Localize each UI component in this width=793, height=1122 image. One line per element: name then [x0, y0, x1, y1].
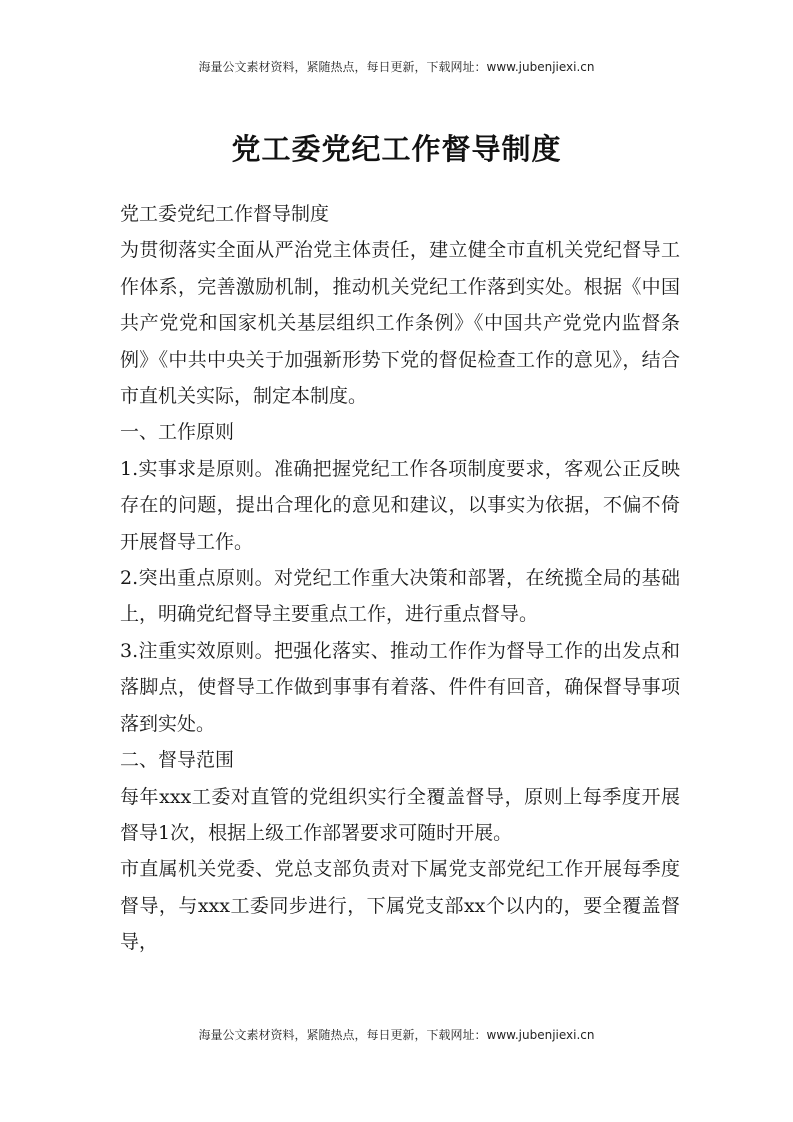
paragraph-subtitle: 党工委党纪工作督导制度	[120, 203, 330, 225]
paragraph-principle-2: 2.突出重点原则。对党纪工作重大决策和部署，在统揽全局的基础上，明确党纪督导主要重点工作，进行重点督导。	[120, 567, 680, 626]
paragraph-principle-3: 3.注重实效原则。把强化落实、推动工作作为督导工作的出发点和落脚点，使督导工作做到事事有着落、件件有回音，确保督导事项落到实处。	[120, 639, 680, 735]
paragraph-principle-1: 1.实事求是原则。准确把握党纪工作各项制度要求，客观公正反映存在的问题，提出合理化的意见和建议，以事实为依据，不偏不倚开展督导工作。	[120, 457, 680, 553]
document-body	[120, 196, 680, 961]
paragraph-scope-2: 市直属机关党委、党总支部负责对下属党支部党纪工作开展每季度督导，与xxx工委同步进行，下属党支部xx个以内的，要全覆盖督导，	[120, 858, 680, 954]
section-heading-scope: 二、督导范围	[120, 749, 235, 772]
paragraph-scope-1: 每年xxx工委对直管的党组织实行全覆盖督导，原则上每季度开展督导1次，根据上级工作部署要求可随时开展。	[120, 785, 680, 844]
header-note: 海量公文素材资料，紧随热点，每日更新，下载网址：www.jubenjiexi.cn	[198, 60, 595, 74]
section-heading-principles: 一、工作原则	[120, 421, 235, 444]
footer-note: 海量公文素材资料，紧随热点，每日更新，下载网址：www.jubenjiexi.cn	[198, 1028, 595, 1042]
document-title: 党工委党纪工作督导制度	[231, 132, 562, 166]
paragraph-intro: 为贯彻落实全面从严治党主体责任，建立健全市直机关党纪督导工作体系，完善激励机制，推动机关党纪工作落到实处。根据《中国共产党党和国家机关基层组织工作条例》《中国共产党党内监督条例》《中共中央关于加强新形势下党的督促检查工作的意见》，结合市直机关实际，制定本制度。	[120, 239, 680, 408]
